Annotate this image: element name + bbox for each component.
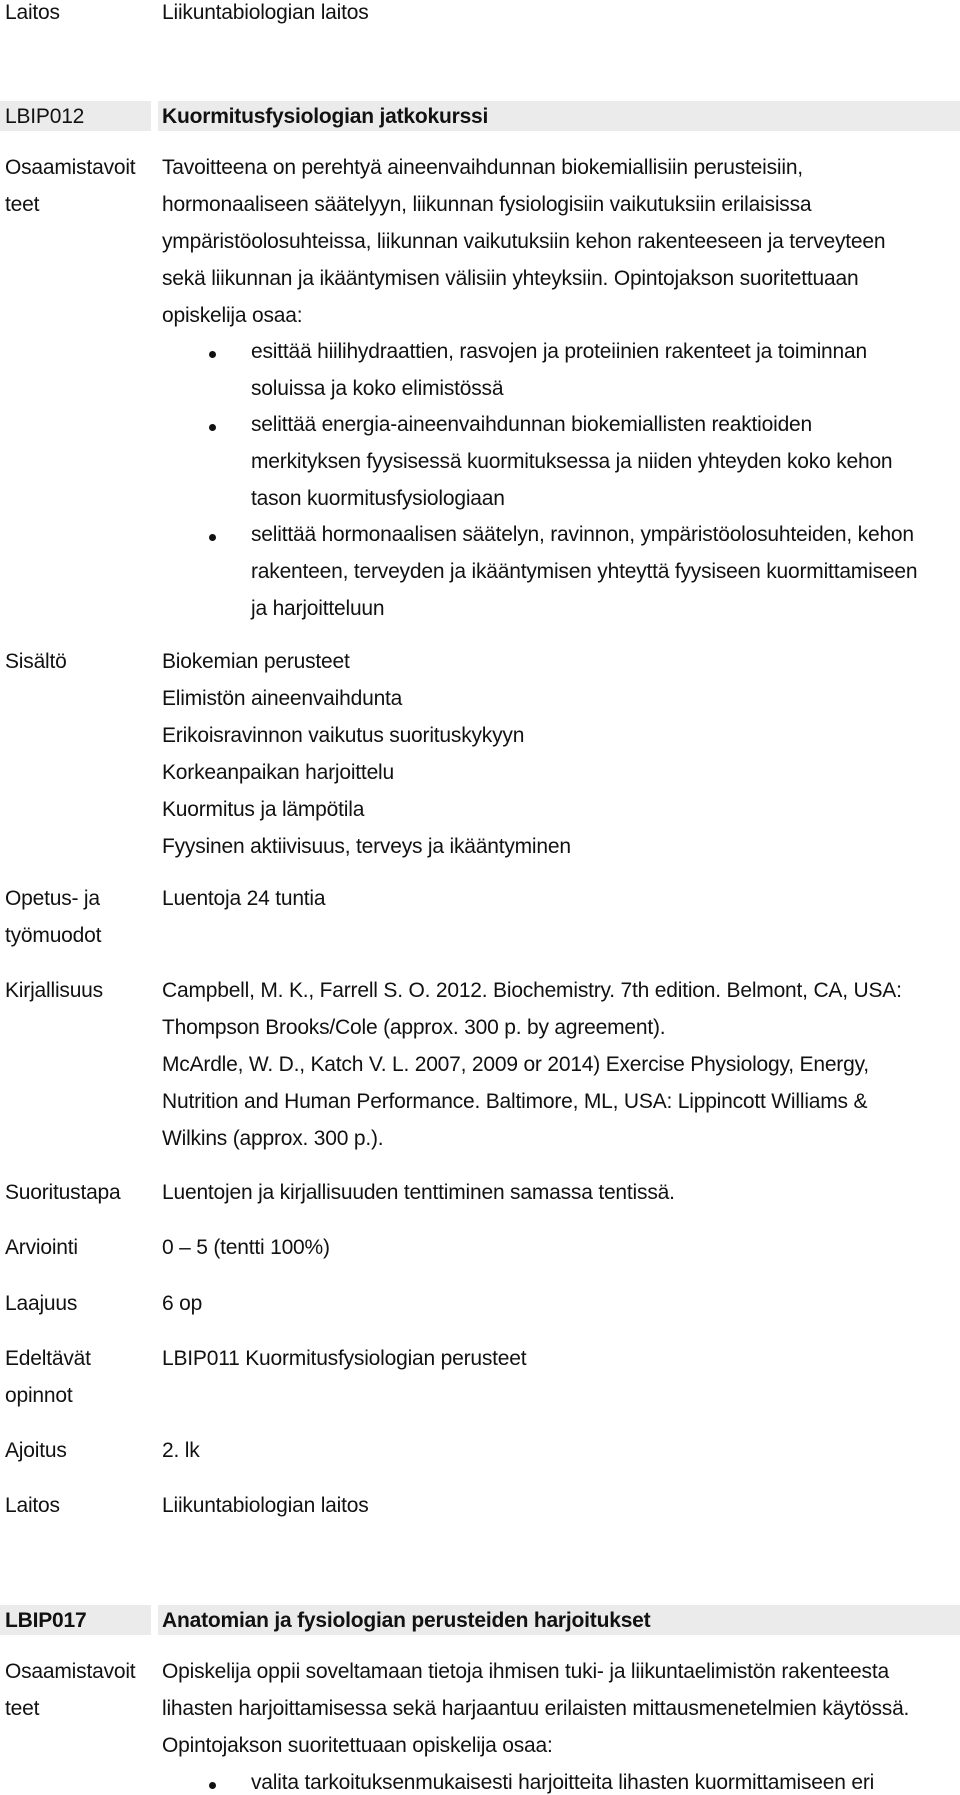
course-title: Kuormitusfysiologian jatkokurssi (162, 105, 489, 128)
bullet-dot (209, 424, 216, 431)
timing-value: 2. lk (162, 1439, 200, 1462)
outcomes-label-line2: teet (5, 193, 40, 216)
bullet-text-line: soluissa ja koko elimistössä (251, 377, 504, 400)
outcomes-label-line2: teet (5, 1697, 40, 1720)
bullet-text-line: ja harjoitteluun (251, 597, 385, 620)
course-title: Anatomian ja fysiologian perusteiden harjoitukset (162, 1609, 651, 1632)
outcomes-text-line: Opintojakson suoritettuaan opiskelija osaa: (162, 1734, 553, 1757)
literature-line: Wilkins (approx. 300 p.). (162, 1127, 384, 1150)
literature-line: McArdle, W. D., Katch V. L. 2007, 2009 or 2014) Exercise Physiology, Energy, (162, 1053, 869, 1076)
bullet-text-line: selittää energia-aineenvaihdunnan biokemiallisten reaktioiden (251, 413, 813, 436)
bullet-text-line: valita tarkoituksenmukaisesti harjoitteita lihasten kuormittamiseen eri (251, 1771, 875, 1794)
dept-value: Liikuntabiologian laitos (162, 1494, 369, 1517)
bullet-text-line: rakenteen, terveyden ja ikääntymisen yhteyttä fyysiseen kuormittamiseen (251, 560, 918, 583)
outcomes-label-line1: Osaamistavoit (5, 1660, 136, 1683)
outcomes-text-line: ympäristöolosuhteissa, liikunnan vaikutuksiin kehon rakenteeseen ja terveyteen (162, 230, 886, 253)
course-code: LBIP017 (5, 1609, 87, 1632)
bullet-dot (209, 351, 216, 358)
course-code: LBIP012 (5, 105, 85, 128)
prereq-label-line1: Edeltävät (5, 1347, 91, 1370)
dept-label-top: Laitos (5, 1, 60, 24)
outcomes-text-line: lihasten harjoittamisessa sekä harjaantuu erilaisten mittausmenetelmien käytössä. (162, 1697, 910, 1720)
content-item: Biokemian perusteet (162, 650, 350, 673)
content-label: Sisältö (5, 650, 67, 673)
outcomes-text-line: opiskelija osaa: (162, 304, 303, 327)
assessment-label: Arviointi (5, 1236, 78, 1259)
completion-label: Suoritustapa (5, 1181, 121, 1204)
completion-value: Luentojen ja kirjallisuuden tenttiminen samassa tentissä. (162, 1181, 675, 1204)
prereq-value: LBIP011 Kuormitusfysiologian perusteet (162, 1347, 527, 1370)
outcomes-text-line: Opiskelija oppii soveltamaan tietoja ihmisen tuki- ja liikuntaelimistön rakenteesta (162, 1660, 889, 1683)
methods-value: Luentoja 24 tuntia (162, 887, 326, 910)
content-item: Kuormitus ja lämpötila (162, 798, 365, 821)
literature-line: Campbell, M. K., Farrell S. O. 2012. Biochemistry. 7th edition. Belmont, CA, USA: (162, 979, 902, 1002)
bullet-text-line: tason kuormitusfysiologiaan (251, 487, 505, 510)
outcomes-text-line: Tavoitteena on perehtyä aineenvaihdunnan biokemiallisiin perusteisiin, (162, 156, 803, 179)
bullet-text-line: selittää hormonaalisen säätelyn, ravinnon, ympäristöolosuhteiden, kehon (251, 523, 914, 546)
content-item: Fyysinen aktiivisuus, terveys ja ikääntyminen (162, 835, 571, 858)
outcomes-text-line: sekä liikunnan ja ikääntymisen välisiin yhteyksiin. Opintojakson suoritettuaan (162, 267, 859, 290)
bullet-text-line: esittää hiilihydraattien, rasvojen ja proteiinien rakenteet ja toiminnan (251, 340, 867, 363)
dept-label: Laitos (5, 1494, 60, 1517)
literature-line: Thompson Brooks/Cole (approx. 300 p. by agreement). (162, 1016, 666, 1039)
literature-label: Kirjallisuus (5, 979, 103, 1002)
literature-line: Nutrition and Human Performance. Baltimore, ML, USA: Lippincott Williams & (162, 1090, 868, 1113)
methods-label-line2: työmuodot (5, 924, 102, 947)
content-item: Erikoisravinnon vaikutus suorituskykyyn (162, 724, 525, 747)
credits-label: Laajuus (5, 1292, 78, 1315)
content-item: Elimistön aineenvaihdunta (162, 687, 403, 710)
bullet-text-line: merkityksen fyysisessä kuormituksessa ja niiden yhteyden koko kehon (251, 450, 893, 473)
bullet-dot (209, 1782, 216, 1789)
dept-value-top: Liikuntabiologian laitos (162, 1, 369, 24)
methods-label-line1: Opetus- ja (5, 887, 100, 910)
prereq-label-line2: opinnot (5, 1384, 73, 1407)
credits-value: 6 op (162, 1292, 203, 1315)
outcomes-text-line: hormonaaliseen säätelyyn, liikunnan fysiologisiin vaikutuksiin erilaisissa (162, 193, 812, 216)
bullet-dot (209, 534, 216, 541)
assessment-value: 0 – 5 (tentti 100%) (162, 1236, 330, 1259)
timing-label: Ajoitus (5, 1439, 67, 1462)
outcomes-label-line1: Osaamistavoit (5, 156, 136, 179)
content-item: Korkeanpaikan harjoittelu (162, 761, 394, 784)
